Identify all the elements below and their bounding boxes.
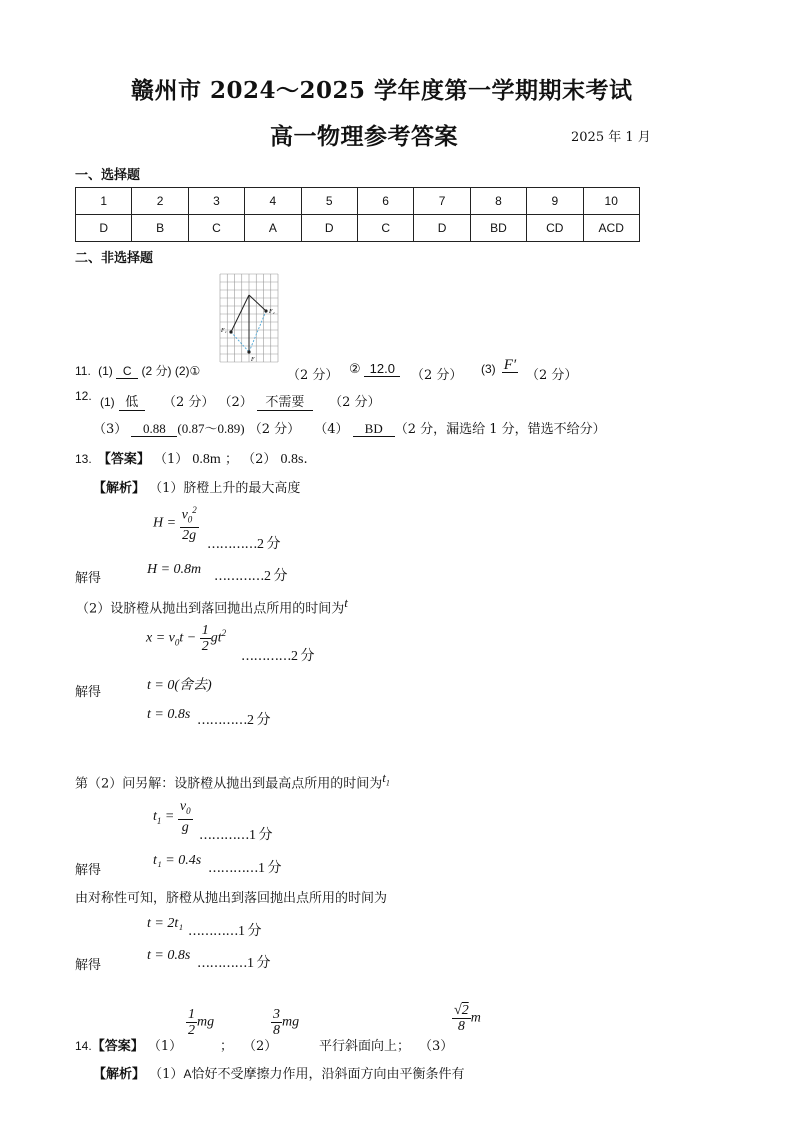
label-f2: F₂	[269, 309, 275, 315]
q13-analysis-tag: 【解析】	[93, 481, 146, 496]
q14-direction: 平行斜面向上；	[319, 1039, 411, 1054]
point-f	[247, 350, 250, 353]
q14-part1: （1）	[147, 1039, 183, 1054]
q-number: 3	[188, 188, 244, 215]
q11-part2b: ②	[349, 361, 361, 376]
q14-label: 14.	[75, 1039, 92, 1053]
q13-analysis-line	[93, 477, 300, 496]
q14-answer2: $\frac{3}{8}$ mg	[273, 1007, 300, 1038]
q13-answer2: 0.8s	[280, 452, 304, 467]
q13-answer-line	[75, 448, 308, 468]
q11-score2: （2 分）	[287, 368, 339, 383]
q12-part2: （2）	[218, 395, 253, 410]
q13-pts-t1-result: …………1 分	[208, 861, 281, 876]
force-diagram	[219, 273, 281, 367]
q12-answer3: 0.88	[131, 422, 177, 437]
q12-answer3-range: (0.87～0.89)	[177, 421, 245, 436]
q12-score2: （2 分）	[329, 395, 381, 410]
q13-answer1: 0.8m	[192, 452, 221, 467]
q11-answer1: C	[116, 364, 138, 379]
q13-t-final: t = 0.8s	[147, 948, 191, 963]
q-answer: D	[76, 215, 132, 242]
q-number: 4	[245, 188, 301, 215]
q11-answer3: F′	[503, 357, 517, 373]
q12-score3: （2 分）	[248, 422, 301, 437]
q-answer: C	[357, 215, 413, 242]
q12-label: 12.	[75, 389, 92, 403]
q11-label: 11.	[75, 364, 91, 378]
page-subtitle: 高一物理参考答案	[270, 123, 458, 150]
q13-alt-text: 第（2）问另解：设脐橙从抛出到最高点所用的时间为$^{t_1}$	[75, 770, 390, 792]
q13-solve1: 解得	[75, 571, 102, 586]
q12-answer4: BD	[353, 422, 395, 437]
answer-table	[75, 187, 640, 242]
q-answer: C	[188, 215, 244, 242]
q13-pts-t-2t1: …………1 分	[188, 924, 261, 939]
q11-part3: (3)	[481, 362, 496, 376]
q12-score4: （2 分，漏选给 1 分，错选不给分）	[394, 422, 606, 437]
q11-score2b: （2 分）	[411, 368, 463, 383]
q11-line	[75, 362, 200, 379]
q13-pts-t1: …………1 分	[199, 828, 272, 843]
q-number: 8	[470, 188, 526, 215]
q12-part4: （4）	[314, 422, 349, 437]
q14-analysis-text: 恰好不受摩擦力作用，沿斜面方向由平衡条件有	[191, 1067, 465, 1082]
label-f1: F₁	[221, 328, 227, 334]
q12-line1-content	[100, 391, 380, 411]
q14-answer1: $\frac{1}{2}$ mg	[188, 1007, 215, 1038]
q13-part2-text: （2）设脐橙从抛出到落回抛出点所用的时间为$^t$	[76, 595, 348, 617]
q13-end: .	[303, 452, 308, 467]
q-answer: B	[132, 215, 188, 242]
fraction: $\frac{1}{2}$	[188, 1007, 195, 1038]
q13-solve2: 解得	[75, 685, 102, 700]
q13-answer-tag: 【答案】	[97, 452, 150, 467]
q13-pts-t-result: …………2 分	[197, 713, 270, 728]
label-f: F	[251, 357, 255, 363]
answer-table-answer-row	[76, 215, 640, 242]
q13-t-zero: t = 0(舍去)	[147, 678, 212, 693]
q-answer: D	[414, 215, 470, 242]
exam-date: 2025 年 1 月	[571, 130, 651, 145]
q12-answer1: 低	[119, 396, 145, 411]
q13-result-height: H = 0.8m	[147, 562, 202, 577]
point-f1	[229, 330, 232, 333]
q12-line2	[93, 418, 606, 437]
q-answer: ACD	[583, 215, 639, 242]
q14-answer-tag: 【答案】	[91, 1039, 144, 1054]
q14-answer3: $\frac{√2}{8}$ m	[454, 1003, 481, 1034]
q12-part1: (1)	[100, 395, 115, 409]
answer-table-number-row	[76, 188, 640, 215]
page-title: 赣州市 2024～2025 学年度第一学期期末考试	[131, 77, 633, 104]
q14-part3: （3）	[419, 1039, 454, 1054]
q13-pts-result-height: …………2 分	[214, 569, 287, 584]
q-answer: A	[245, 215, 301, 242]
q-answer: BD	[470, 215, 526, 242]
q-answer: CD	[527, 215, 583, 242]
dashed-line-left	[231, 332, 249, 352]
fraction: $\frac{1}{2}$	[201, 623, 209, 654]
q-number: 1	[76, 188, 132, 215]
q13-formula-height: H = $\frac{v_0^2}{2g}$	[153, 505, 197, 544]
q12-part3: （3）	[93, 422, 128, 437]
q12-answer2: 不需要	[257, 396, 313, 411]
q13-symmetry-text: 由对称性可知，脐橙从抛出到落回抛出点所用的时间为	[75, 891, 388, 906]
point-f2	[264, 309, 267, 312]
q11-score1: (2 分)	[141, 364, 172, 378]
q13-solve3: 解得	[75, 863, 102, 878]
q13-t1-result: t₁ = 0.4s	[153, 853, 202, 868]
vector-f1	[231, 295, 249, 332]
q11-part2b-group	[349, 361, 400, 377]
q14-sep: ；	[220, 1039, 234, 1054]
q13-part1: （1）	[153, 452, 189, 467]
q13-label: 13.	[75, 452, 92, 466]
q13-sep: ；	[224, 452, 238, 467]
q12-score1: （2 分）	[162, 395, 215, 410]
section-nonchoice-heading: 二、非选择题	[75, 251, 154, 266]
q13-pts-t-final: …………1 分	[197, 956, 270, 971]
section-choice-heading: 一、选择题	[75, 168, 141, 183]
q13-formula-displacement: $x = v_0t$ − $\frac{1}{2}$ $gt^2$	[146, 623, 227, 654]
q14-analysis-letter: A	[183, 1067, 192, 1081]
q14-analysis-part1: （1）	[149, 1067, 184, 1082]
q-number: 7	[414, 188, 470, 215]
q13-solve4: 解得	[75, 958, 102, 973]
q13-t-2t1: t = 2t₁	[147, 916, 184, 931]
q11-part1: (1)	[98, 364, 113, 378]
q11-part2: (2)①	[174, 364, 201, 378]
fraction: $\frac{v_0^2}{2g}$	[181, 505, 197, 544]
q-number: 5	[301, 188, 357, 215]
q13-pts-height: …………2 分	[207, 537, 280, 552]
q-number: 10	[583, 188, 639, 215]
q14-analysis-line	[93, 1063, 464, 1082]
fraction: $\frac{√2}{8}$	[454, 1003, 469, 1034]
q13-pts-displacement: …………2 分	[241, 649, 314, 664]
q-number: 6	[357, 188, 413, 215]
q13-part2: （2）	[242, 452, 277, 467]
q14-answer-line	[75, 1035, 182, 1054]
fraction: $\frac{v_0}{g}$	[179, 799, 191, 835]
q-answer: D	[301, 215, 357, 242]
q11-answer2b: 12.0	[364, 362, 400, 377]
q12-line1	[75, 389, 92, 403]
fraction: $\frac{3}{8}$	[273, 1007, 280, 1038]
q13-analysis-part1: （1）脐橙上升的最大高度	[149, 481, 301, 496]
q13-formula-t1: $t_1$ = $\frac{v_0}{g}$	[153, 799, 191, 835]
q14-part2: （2）	[243, 1039, 278, 1054]
q14-analysis-tag: 【解析】	[93, 1067, 146, 1082]
q-number: 9	[527, 188, 583, 215]
q11-score3: （2 分）	[526, 368, 578, 383]
q13-t-result: t = 0.8s	[147, 707, 191, 722]
q-number: 2	[132, 188, 188, 215]
